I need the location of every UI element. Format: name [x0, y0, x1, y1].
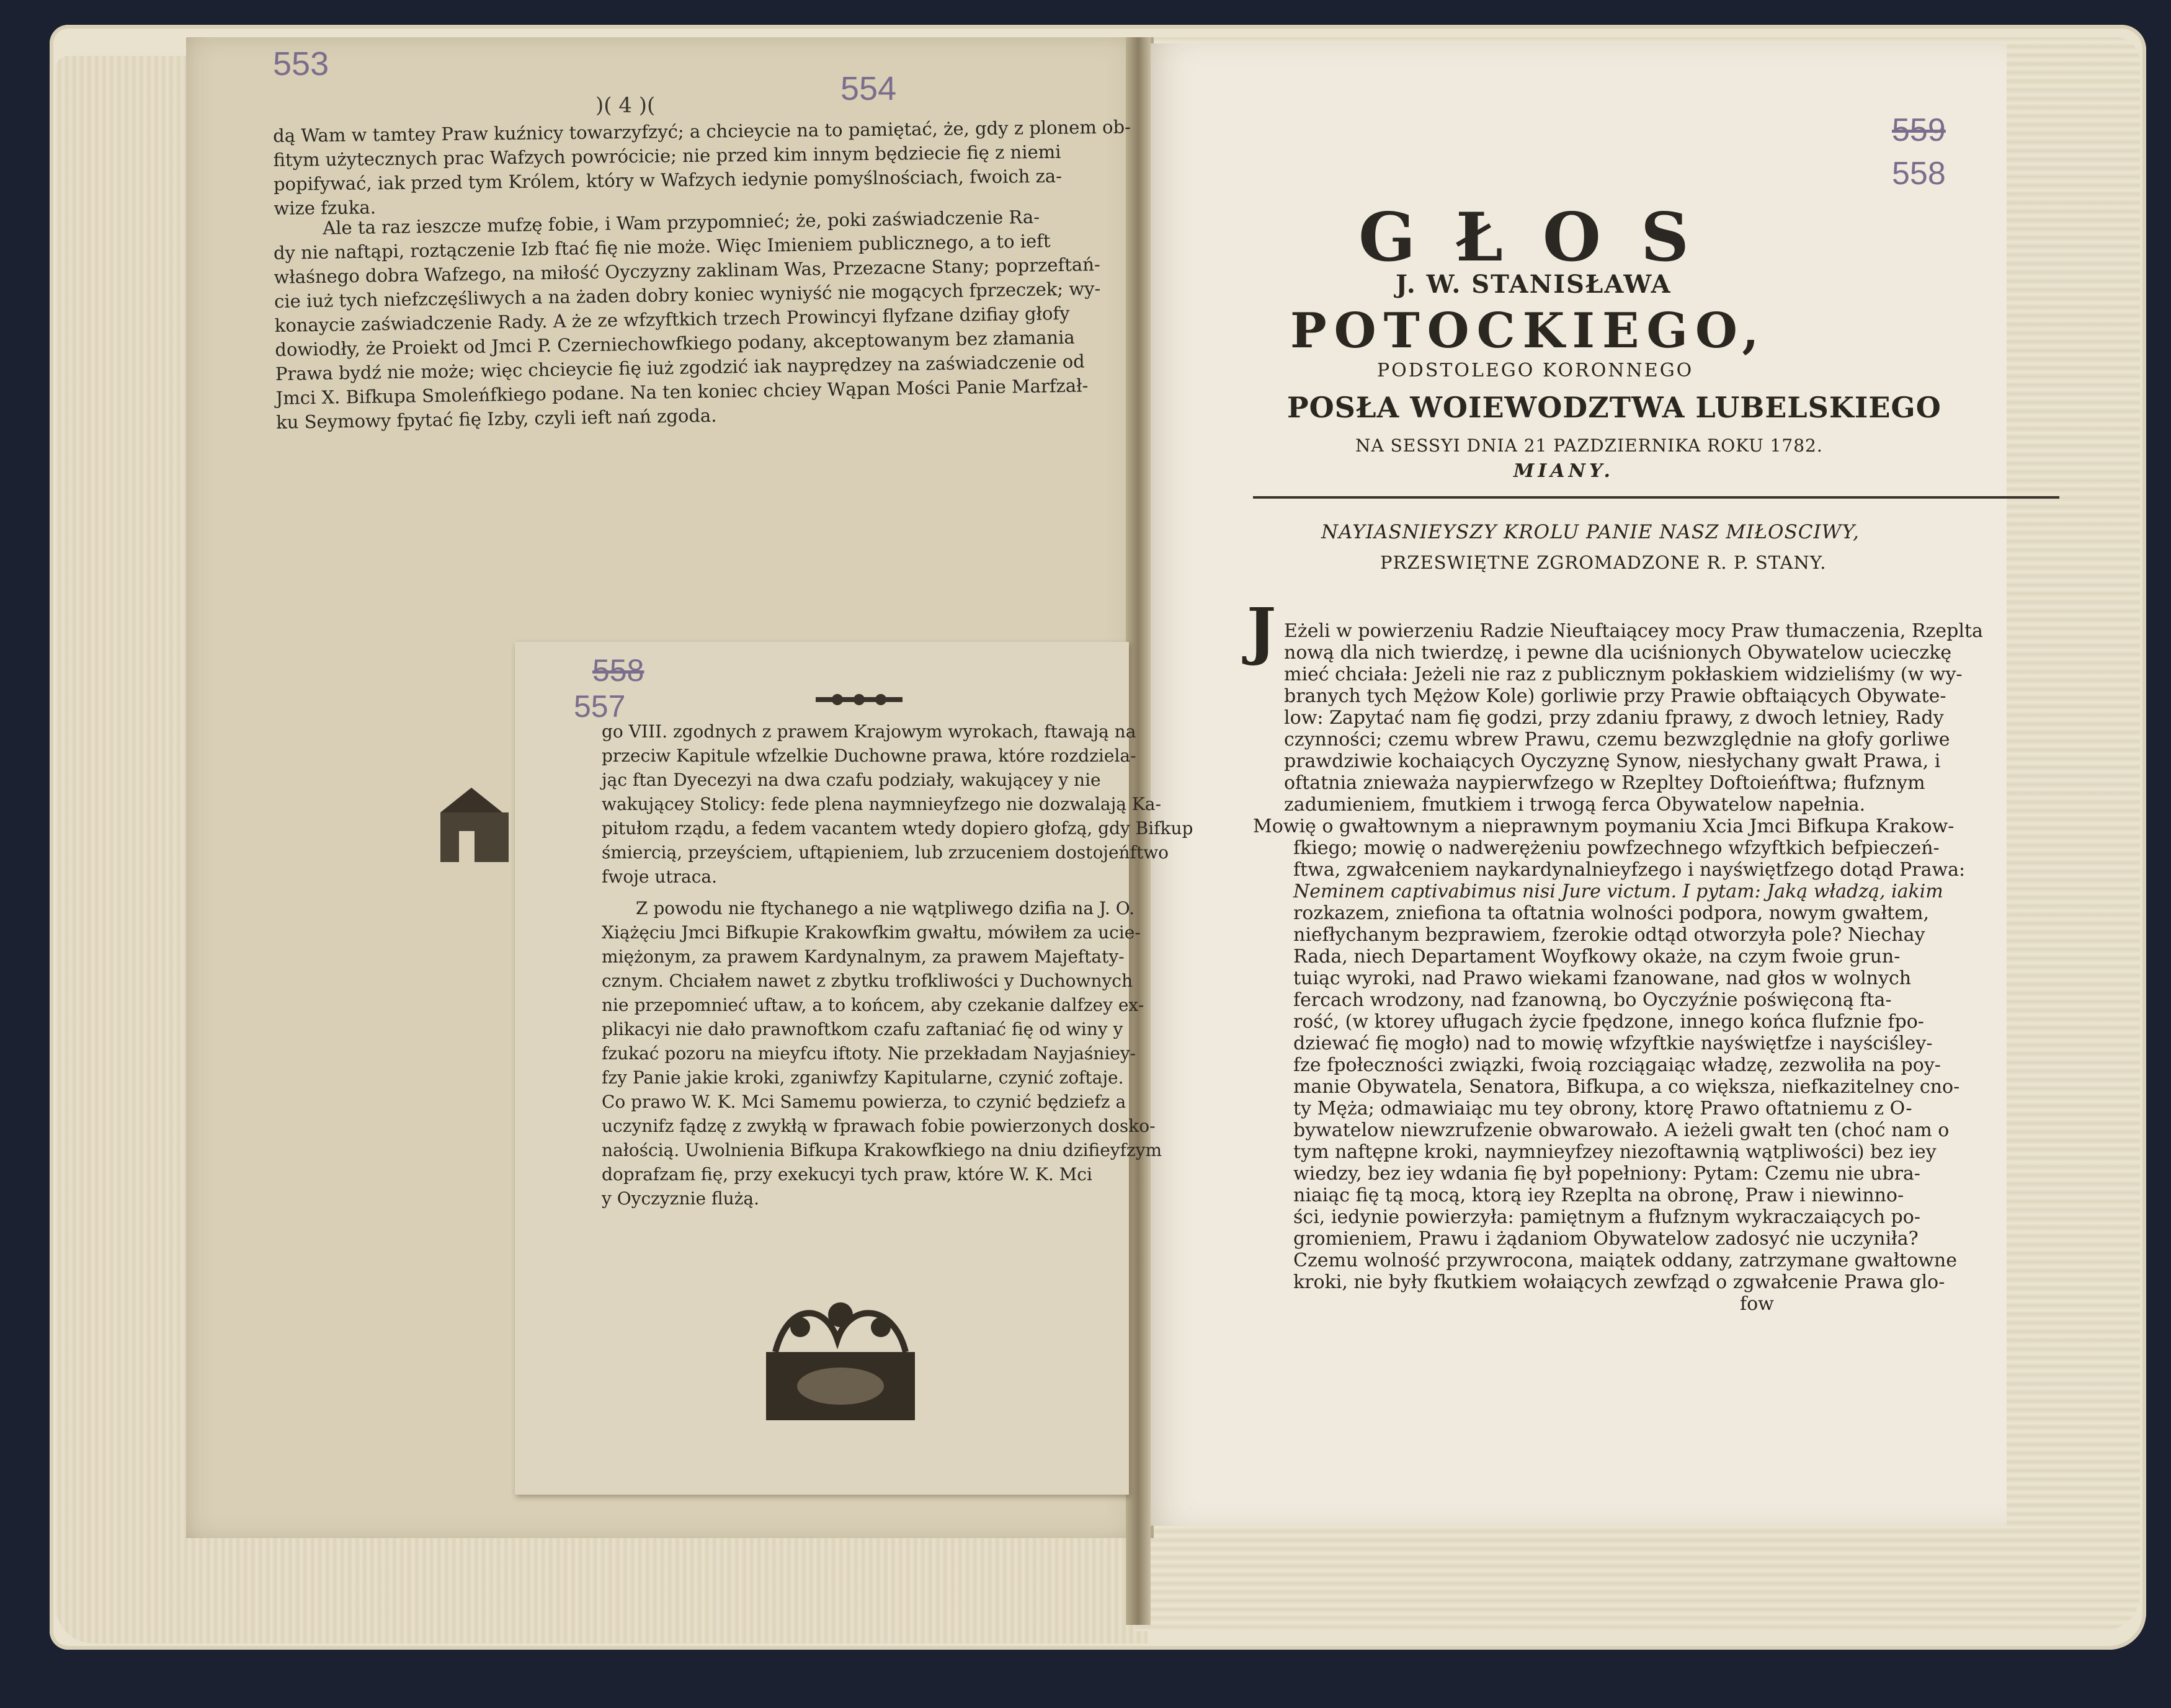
insert-paragraph-2	[602, 896, 1162, 1211]
insert-paragraph-1	[602, 719, 1193, 889]
text-line: Jmci X. Bifkupa Smoleńfkiego podane. Na ten koniec chciey Wąpan Mości Panie Marfzał-	[275, 375, 1089, 409]
text-line: pitułom rządu, a fedem vacantem wtedy dopiero głofzą, gdy Bifkup	[602, 818, 1193, 838]
text-line: Neminem captivabimus nisi Jure victum. I pytam: Jaką władzą, iakim	[1293, 881, 1943, 902]
text-line: go VIII. zgodnych z prawem Krajowym wyrokach, ftawają na	[602, 721, 1136, 742]
title-divider-rule	[1253, 496, 2059, 499]
head-ornament-icon	[813, 688, 906, 711]
drop-cap: J	[1247, 594, 1277, 667]
text-line: właśnego dobra Wafzego, na miłość Oyczyzny zaklinam Was, Przezacne Stany; poprzeftań-	[274, 254, 1100, 288]
text-line: cie iuż tych niefzczęśliwych a na żaden dobry koniec wyniyść nie mogących fprzeczek; wy-	[274, 278, 1101, 312]
ornament-right-icon: )(	[631, 93, 656, 118]
text-line: dą Wam w tamtey Praw kuźnicy towarzyfzyć; a chcieycie na to pamiętać, że, gdy z plonem ob-	[273, 116, 1131, 146]
text-line: niefłychanym bezprawiem, fzerokie odtąd otworzyła pole? Niechay	[1293, 924, 1925, 946]
text-line: dowiodły, że Proiekt od Jmci P. Czerniechowfkiego podany, akceptowanym bez złamania	[275, 326, 1075, 360]
text-line: Co prawo W. K. Mci Samemu powierza, to czynić będziefz a	[602, 1092, 1126, 1112]
text-line: tuiąc wyroki, nad Prawo wiekami fzanowane, nad głos w wolnych	[1293, 967, 1912, 989]
pencil-folio-number-left: 553	[273, 45, 329, 82]
text-line: ku Seymowy fpytać fię Izby, czyli ieft nań zgoda.	[275, 404, 717, 433]
title-session-date: NA SESSYI DNIA 21 PAZDZIERNIKA ROKU 1782.	[1355, 435, 1823, 456]
text-line: Czemu wolność przywrocona, maiątek oddany, zatrzymane gwałtowne	[1293, 1250, 1957, 1271]
text-line: rość, (w ktorey ufługach życie fpędzone, innego końca flufznie fpo-	[1293, 1011, 1924, 1033]
text-line: Xiążęciu Jmci Bifkupie Krakowfkim gwałtu, mówiłem za ucie-	[602, 922, 1141, 943]
text-line: wize fzuka.	[274, 197, 377, 219]
text-line: plikacyi nie dało prawnoftkom czafu zaftaniać fię od winy y	[602, 1019, 1123, 1039]
text-line: Ale ta raz ieszcze mufzę fobie, i Wam przypomnieć; że, poki zaświadczenie Ra-	[323, 206, 1040, 239]
woodcut-fragment-illustration	[434, 775, 515, 874]
text-line: dy nie naftąpi, roztączenie Izb ftać fię nie może. Więc Imieniem publicznego, a to ieft	[273, 230, 1051, 264]
text-line: śmiercią, przeyściem, uftąpieniem, lub zrzuceniem dostojeńftwo	[602, 842, 1169, 863]
address-king: NAYIASNIEYSZY KROLU PANIE NASZ MIŁOSCIWY,	[1321, 521, 1860, 543]
pencil-folio-insert: 557	[574, 689, 626, 724]
text-line: Mowię o gwałtownym a nieprawnym poymaniu Xcia Jmci Bifkupa Krakow-	[1253, 816, 1955, 837]
text-line: nie przepomnieć uftaw, a to końcem, aby czekanie dalfzey ex-	[602, 995, 1144, 1015]
text-line: fwoje utraca.	[602, 866, 717, 887]
page-number-ornament	[595, 93, 655, 118]
text-line: zadumieniem, fmutkiem i trwogą ferca Obywatelow napełnia.	[1284, 794, 1866, 816]
address-estates: PRZESWIĘTNE ZGROMADZONE R. P. STANY.	[1380, 552, 1827, 573]
left-paragraph-2	[273, 204, 1103, 435]
text-line: ftwa, zgwałceniem naykardynalnieyfzego i nayświętfzego dotąd Prawa:	[1293, 859, 1966, 881]
text-line: miężonym, za prawem Kardynalnym, za prawem Majeftaty-	[602, 946, 1125, 967]
text-line: uczynifz fądzę z zwykłą w fprawach fobie powierzonych dosko-	[602, 1116, 1156, 1136]
text-line: wakującey Stolicy: fede plena naymnieyfzego nie dozwalają Ka-	[602, 794, 1161, 814]
text-line: cznym. Chciałem nawet z zbytku trofkliwości y Duchownych	[602, 971, 1133, 991]
text-line: oftatnia znieważa naypierwfzego w Rzepltey Doftoieńftwa; fłufznym	[1284, 772, 1925, 794]
text-line: fercach wrodzony, nad fzanowną, bo Oyczyźnie poświęconą fta-	[1293, 989, 1892, 1011]
catchword: fow	[1740, 1293, 1774, 1315]
text-line: y Oyczyznie flużą.	[602, 1188, 760, 1209]
text-line: fze fpołeczności związki, fwoią rozciągaiąc władzę, zezwoliła na poy-	[1293, 1054, 1941, 1076]
text-line: ty Męża; odmawiaiąc mu tey obrony, ktorę Prawo oftatniemu z O-	[1293, 1098, 1912, 1119]
text-line: Rada, niech Departament Woyfkowy okaże, na czym fwoie grun-	[1293, 946, 1901, 967]
text-line: nową dla nich twierdzę, i pewne dla uciśnionych Obywatelow ucieczkę	[1284, 642, 1952, 664]
pencil-folio-number-right: 554	[840, 70, 897, 107]
pencil-folio-struck-right: 559	[1892, 112, 1946, 148]
text-line: fzukać pozoru na mieyfcu iftoty. Nie przekładam Nayjaśniey-	[602, 1043, 1136, 1064]
text-line: dziewać fię mogło) nad to mowię wfzyftkie nayświętfze i nayściśley-	[1293, 1033, 1933, 1054]
text-line: jąc ftan Dyecezyi na dwa czafu podziały, wakującey y nie	[602, 770, 1101, 790]
text-line: Prawa bydź nie może; więc chcieycie fię iuż zgodzić iak nayprędzey na zaświadczenie od	[275, 350, 1085, 385]
title-office: PODSTOLEGO KORONNEGO	[1377, 360, 1694, 381]
text-line: mieć chciała: Jeżeli nie raz z publicznym pokłaskiem widzieliśmy (w wy-	[1284, 664, 1963, 685]
text-line: ści, iedynie powierzyła: pamiętnym a fłufznym wykraczaiących po-	[1293, 1206, 1920, 1228]
right-paragraph-2	[1253, 816, 1965, 1293]
text-line: fkiego; mowię o nadwerężeniu powfzechnego wfzyftkich befpieczeń-	[1293, 837, 1940, 859]
text-line: gromieniem, Prawu i żądaniom Obywatelow zadosyć nie uczyniła?	[1293, 1228, 1919, 1250]
text-line: nałością. Uwolnienia Bifkupa Krakowfkiego na dniu dzifieyfzym	[602, 1140, 1162, 1160]
text-line: konaycie zaświadczenie Rady. A że ze wfzyftkich trzech Prowincyi flyfzane dzifiay głofy	[274, 302, 1070, 336]
pencil-folio-right: 558	[1892, 156, 1946, 192]
title-deputy: POSŁA WOIEWODZTWA LUBELSKIEGO	[1287, 391, 1941, 424]
text-line: fzy Panie jakie kroki, zganiwfzy Kapitularne, czynić zoftaje.	[602, 1067, 1124, 1088]
text-line: przeciw Kapitule wfzelkie Duchowne prawa, które rozdziela-	[602, 745, 1136, 766]
title-surname: POTOCKIEGO,	[1290, 303, 1767, 359]
text-line: Eżeli w powierzeniu Radzie Nieuftaiącey mocy Praw tłumaczenia, Rzeplta	[1284, 620, 1983, 642]
right-paragraph-1	[1284, 620, 1983, 816]
text-line: czynności; czemu wbrew Prawu, czemu bezwzględnie na głofy gorliwe	[1284, 729, 1950, 750]
text-line: prawdziwie kochaiących Oyczyznę Synow, niesłychany gwałt Prawa, i	[1284, 750, 1941, 772]
text-line: wiedzy, bez iey wdania fię był popełniony: Pytam: Czemu nie ubra-	[1293, 1163, 1920, 1185]
text-line: doprafzam fię, przy exekucyi tych praw, które W. K. Mci	[602, 1164, 1092, 1185]
title-name-line: J. W. STANISŁAWA	[1396, 270, 1672, 299]
text-line: niaiąc fię tą mocą, ktorą iey Rzeplta na obronę, Praw i niewinno-	[1293, 1185, 1904, 1206]
ornament-left-icon: )(	[595, 93, 619, 118]
text-line: low: Zapytać nam fię godzi, przy zdaniu fprawy, z dwoch letniey, Rady	[1284, 707, 1944, 729]
text-line: fitym użytecznych prac Wafzych powrócicie; nie przed kim innym będziecie fię z niemi	[273, 141, 1061, 171]
title-delivered: MIANY.	[1513, 460, 1614, 482]
text-line: branych tych Mężow Kole) gorliwie przy Prawie obftaiących Obywate-	[1284, 685, 1946, 707]
title-glos: GŁOS	[1358, 198, 1729, 277]
text-line: tym naftępne kroki, naymnieyfzey niezoftawnią wątpliwości) bez iey	[1293, 1141, 1937, 1163]
printed-page-number: 4	[618, 93, 632, 118]
pencil-folio-struck-insert: 558	[592, 653, 644, 688]
left-paragraph-1	[273, 115, 1131, 221]
text-line: bywatelow niewzrufzenie obwarowało. A ieżeli gwałt ten (choć nam o	[1293, 1119, 1950, 1141]
tailpiece-woodcut-ornament	[751, 1290, 930, 1426]
text-line: kroki, nie były fkutkiem wołaiących zewfząd o zgwałcenie Prawa glo-	[1293, 1271, 1945, 1293]
text-line: Z powodu nie ftychanego a nie wątpliwego dzifia na J. O.	[636, 898, 1135, 918]
text-line: manie Obywatela, Senatora, Bifkupa, a co większa, niefkazitelney cno-	[1293, 1076, 1960, 1098]
text-line: popifywać, iak przed tym Królem, który w Wafzych iedynie pomyślnościach, fwoich za-	[273, 165, 1063, 195]
text-line: rozkazem, zniefiona ta oftatnia wolności podpora, nowym gwałtem,	[1293, 902, 1929, 924]
